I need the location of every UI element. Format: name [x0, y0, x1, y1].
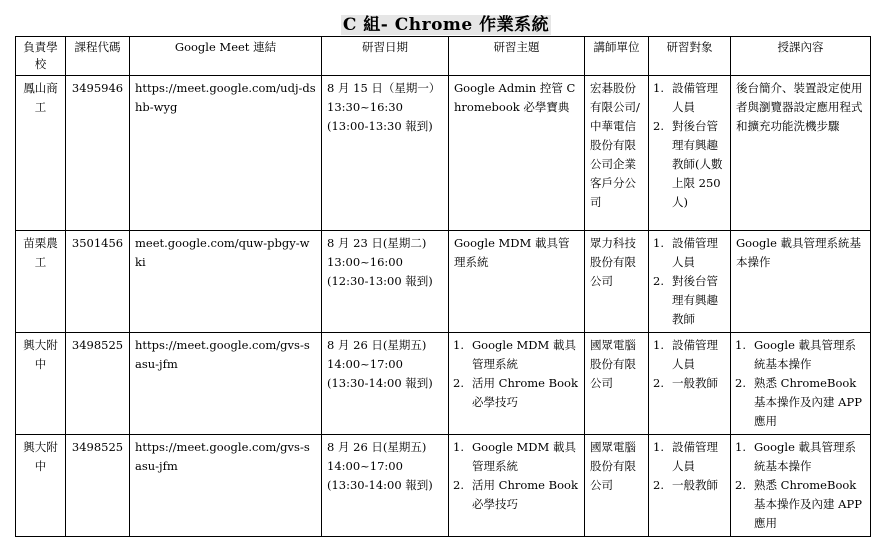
audience-item: 1. 設備管理人員 — [653, 438, 725, 476]
header-row — [16, 37, 871, 76]
table-row — [16, 231, 871, 333]
date-line: 13:00~16:00 — [327, 255, 403, 269]
audience-cell — [649, 76, 731, 231]
topic-item: 2. 活用 Chrome Book 必學技巧 — [453, 374, 579, 412]
audience-item: 2. 對後台管理有興趣教師(人數上限 250 人) — [653, 117, 725, 212]
audience-item: 1. 設備管理人員 — [653, 234, 725, 272]
date-line: 8 月 26 日(星期五) — [327, 338, 427, 352]
table-row — [16, 76, 871, 231]
date-line: 8 月 23 日(星期二) — [327, 236, 427, 250]
content-item: 1. Google 載具管理系統基本操作 — [735, 438, 865, 476]
meet-link[interactable]: meet.google.com/quw-pbgy-wki — [130, 231, 322, 333]
date-line: 14:00~17:00 — [327, 357, 403, 371]
meet-link[interactable]: https://meet.google.com/udj-dshb-wyg — [130, 76, 322, 231]
header-date: 研習日期 — [322, 37, 449, 76]
school-cell: 興大附中 — [16, 435, 66, 537]
header-audience: 研習對象 — [649, 37, 731, 76]
content-cell — [731, 333, 871, 435]
course-code-cell: 3495946 — [66, 76, 130, 231]
audience-cell — [649, 435, 731, 537]
course-schedule-table — [15, 36, 871, 537]
course-code-cell: 3498525 — [66, 333, 130, 435]
audience-item: 1. 設備管理人員 — [653, 79, 725, 117]
topic-item: 1. Google MDM 載具管理系統 — [453, 336, 579, 374]
topic-list — [453, 438, 579, 514]
document-title — [0, 10, 892, 35]
content-item: 2. 熟悉 ChromeBook 基本操作及內建 APP 應用 — [735, 374, 865, 431]
school-cell: 鳳山商工 — [16, 76, 66, 231]
date-line: 14:00~17:00 — [327, 459, 403, 473]
topic-cell — [449, 333, 585, 435]
date-line: 8 月 15 日（星期一） — [327, 81, 441, 95]
date-line: 8 月 26 日(星期五) — [327, 440, 427, 454]
audience-cell — [649, 231, 731, 333]
header-topic: 研習主題 — [449, 37, 585, 76]
audience-item: 2. 一般教師 — [653, 476, 725, 495]
school-cell: 興大附中 — [16, 333, 66, 435]
audience-list — [653, 336, 725, 393]
date-line: (13:00-13:30 報到) — [327, 119, 433, 133]
audience-item: 2. 一般教師 — [653, 374, 725, 393]
topic-item: 2. 活用 Chrome Book 必學技巧 — [453, 476, 579, 514]
content-cell: 後台簡介、裝置設定使用者與瀏覽器設定應用程式和擴充功能洗機步驟 — [731, 76, 871, 231]
date-cell — [322, 76, 449, 231]
instructor-cell: 國眾電腦股份有限公司 — [585, 333, 649, 435]
content-list — [735, 438, 865, 533]
meet-link[interactable]: https://meet.google.com/gvs-sasu-jfm — [130, 435, 322, 537]
date-cell — [322, 435, 449, 537]
header-meet-link: Google Meet 連結 — [130, 37, 322, 76]
audience-item: 1. 設備管理人員 — [653, 336, 725, 374]
date-line: (13:30-14:00 報到) — [327, 376, 433, 390]
instructor-cell: 國眾電腦股份有限公司 — [585, 435, 649, 537]
content-cell: Google 載具管理系統基本操作 — [731, 231, 871, 333]
audience-item: 2. 對後台管理有興趣教師 — [653, 272, 725, 329]
course-code-cell: 3498525 — [66, 435, 130, 537]
topic-cell — [449, 435, 585, 537]
topic-cell: Google MDM 載具管理系統 — [449, 231, 585, 333]
content-item: 2. 熟悉 ChromeBook 基本操作及內建 APP 應用 — [735, 476, 865, 533]
meet-link[interactable]: https://meet.google.com/gvs-sasu-jfm — [130, 333, 322, 435]
instructor-cell: 眾力科技股份有限公司 — [585, 231, 649, 333]
content-list — [735, 336, 865, 431]
date-cell — [322, 231, 449, 333]
date-line: (13:30-14:00 報到) — [327, 478, 433, 492]
content-item: 1. Google 載具管理系統基本操作 — [735, 336, 865, 374]
document-title-text: C 組- Chrome 作業系統 — [342, 15, 550, 35]
header-code: 課程代碼 — [66, 37, 130, 76]
school-cell: 苗栗農工 — [16, 231, 66, 333]
table-row — [16, 435, 871, 537]
topic-item: 1. Google MDM 載具管理系統 — [453, 438, 579, 476]
date-line: 13:30~16:30 — [327, 100, 403, 114]
table-row — [16, 333, 871, 435]
header-instructor: 講師單位 — [585, 37, 649, 76]
audience-list — [653, 234, 725, 329]
content-cell — [731, 435, 871, 537]
topic-cell: Google Admin 控管 Chromebook 必學寶典 — [449, 76, 585, 231]
audience-list — [653, 438, 725, 495]
date-line: (12:30-13:00 報到) — [327, 274, 433, 288]
topic-list — [453, 336, 579, 412]
instructor-cell: 宏碁股份有限公司/中華電信股份有限公司企業客戶分公司 — [585, 76, 649, 231]
header-content: 授課內容 — [731, 37, 871, 76]
date-cell — [322, 333, 449, 435]
audience-list — [653, 79, 725, 212]
course-code-cell: 3501456 — [66, 231, 130, 333]
audience-cell — [649, 333, 731, 435]
header-school: 負責學校 — [16, 37, 66, 76]
